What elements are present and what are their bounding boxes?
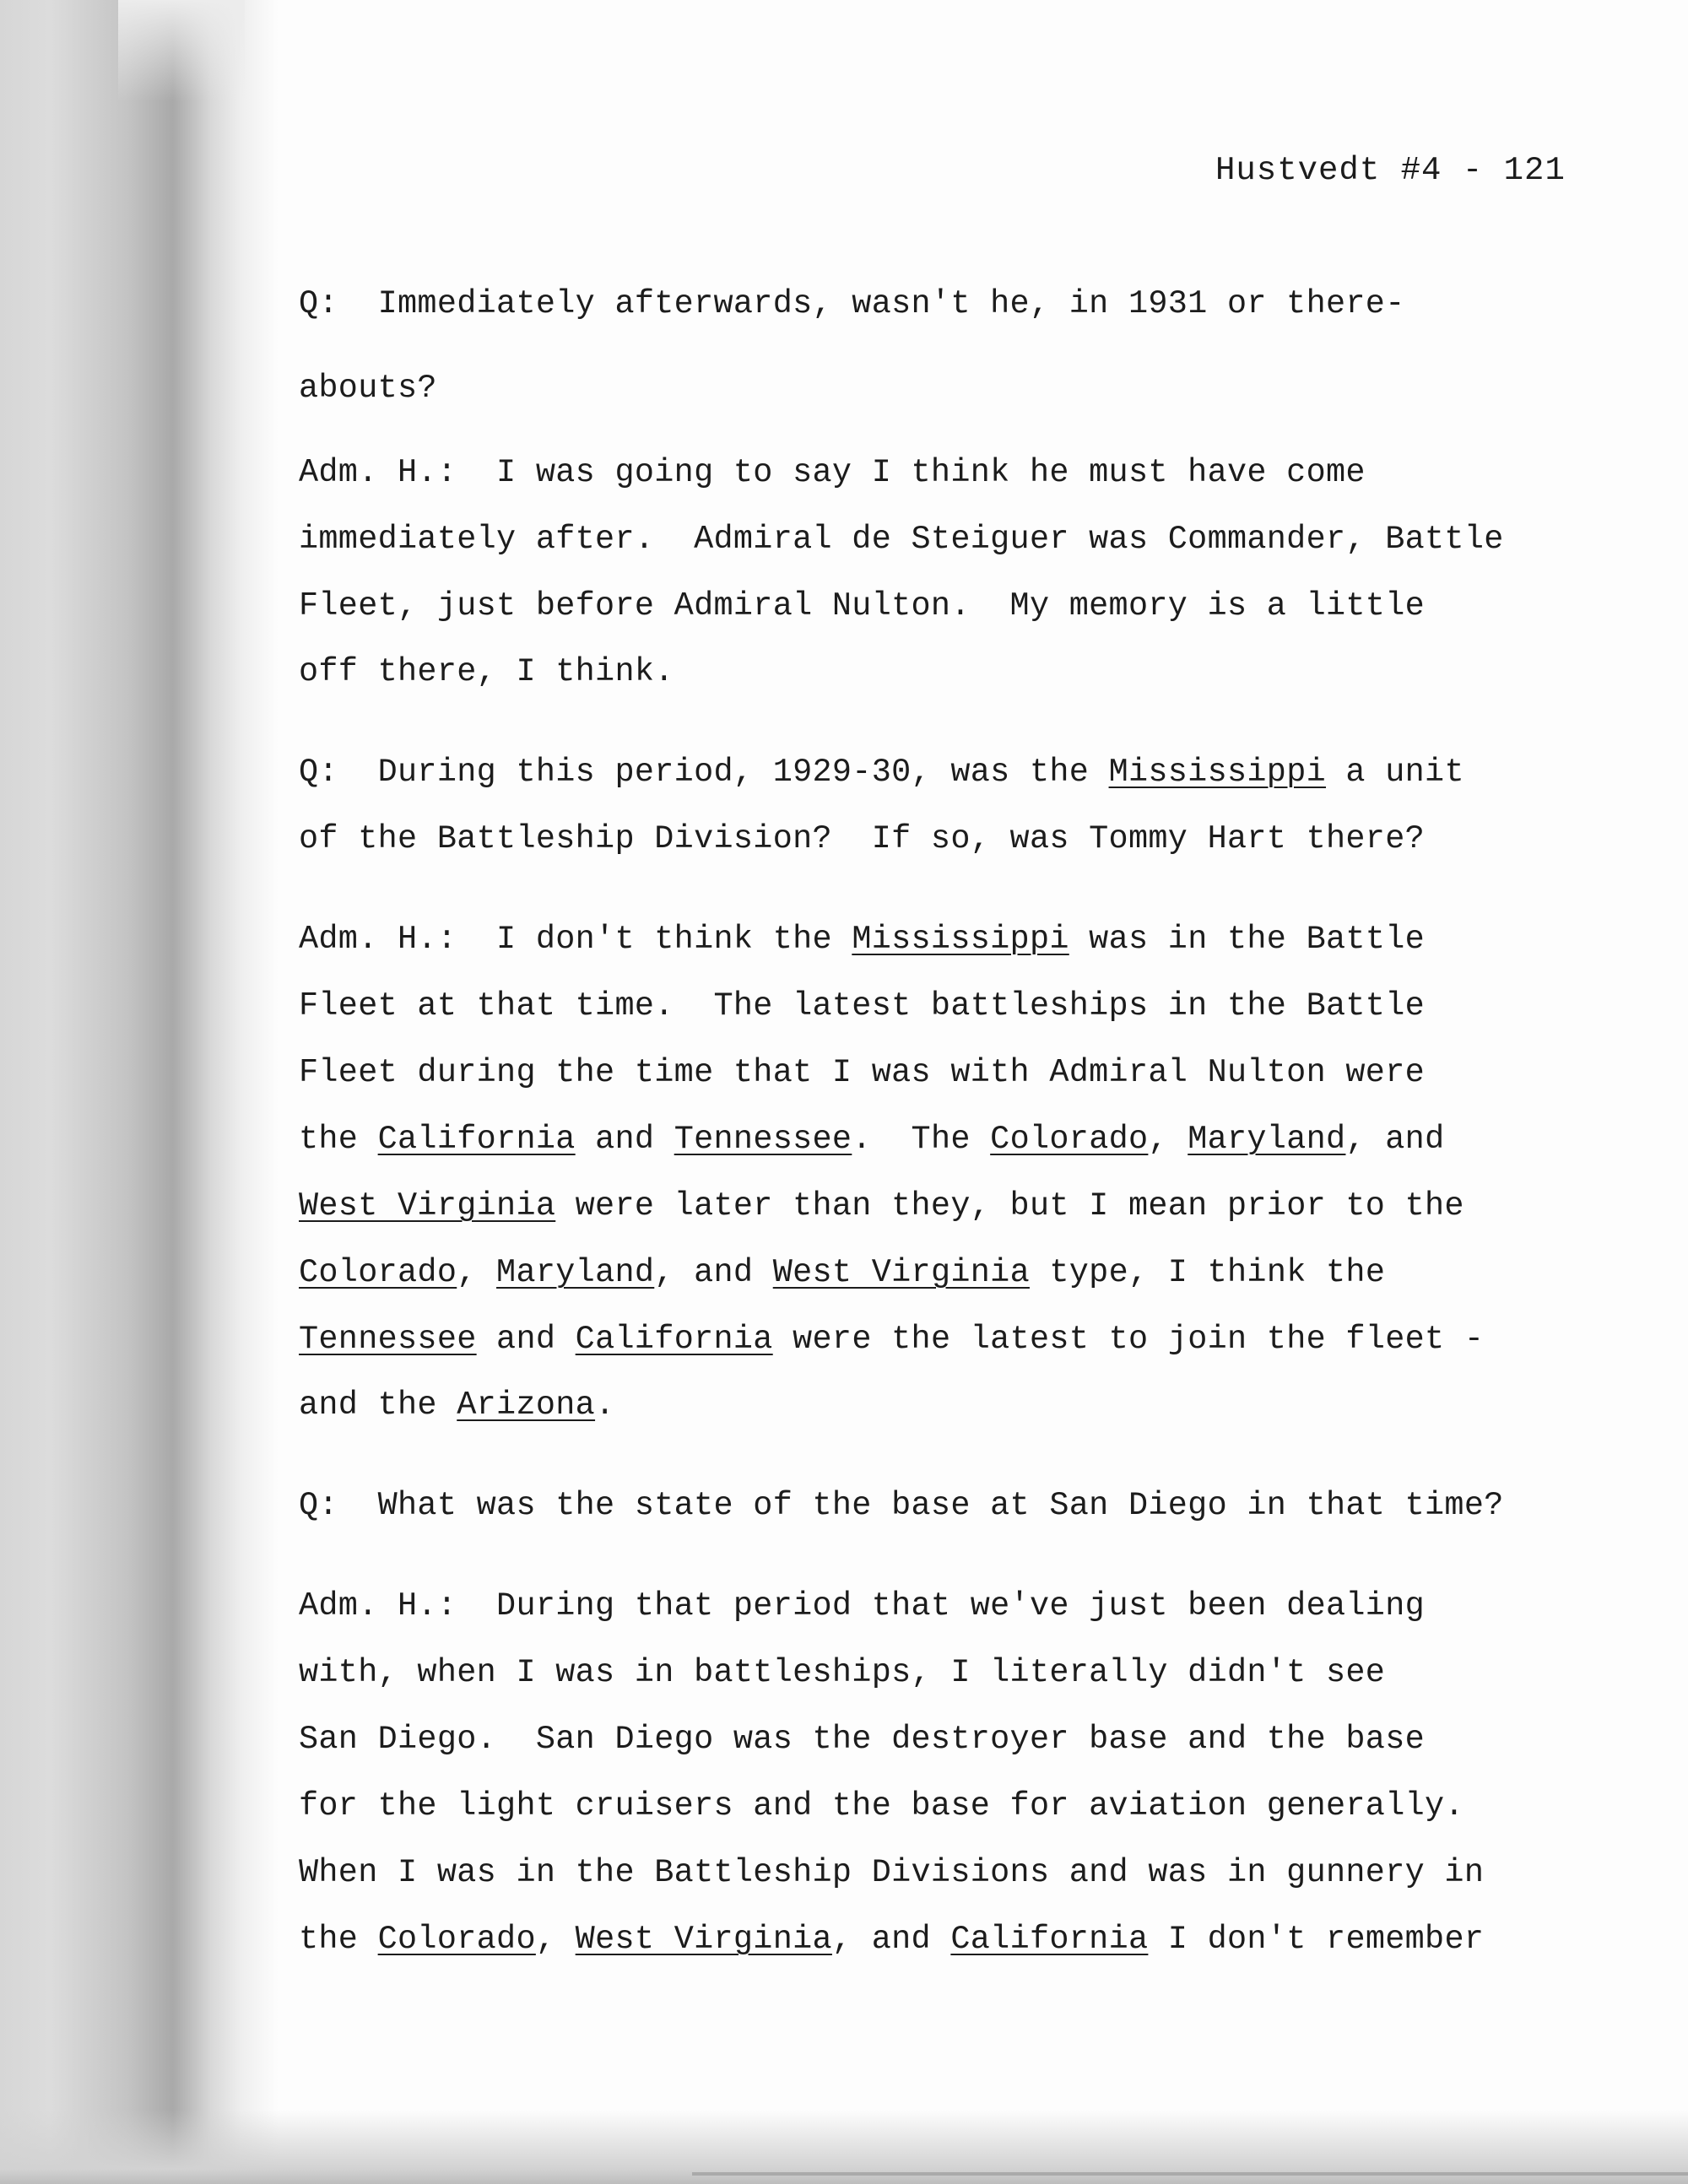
page-bottom-edge [692,2172,1688,2176]
text-line: of the Battleship Division? If so, was Tommy Hart there? [299,820,1426,857]
text-line: When I was in the Battleship Divisions and was in gunnery in [299,1854,1485,1891]
text-line: Q: Immediately afterwards, wasn't he, in 1931 or there- [299,285,1405,322]
binding-shadow-top [118,0,245,101]
text-line: West Virginia were later than they, but I mean prior to the [299,1187,1464,1224]
text-line: Fleet at that time. The latest battleships in the Battle [299,987,1426,1024]
text-line: abouts? [299,370,437,407]
text-line: Fleet, just before Admiral Nulton. My memory is a little [299,587,1426,624]
text-line: the California and Tennessee. The Colorado, Maryland, and [299,1121,1445,1158]
text-line: Colorado, Maryland, and West Virginia type, I think the [299,1254,1386,1291]
text-line: the Colorado, West Virginia, and California I don't remember [299,1921,1485,1958]
text-line: San Diego. San Diego was the destroyer base and the base [299,1721,1426,1758]
text-line: Tennessee and California were the latest to join the fleet - [299,1321,1485,1358]
text-line: and the Arizona. [299,1387,615,1424]
text-line: Fleet during the time that I was with Admiral Nulton were [299,1054,1426,1091]
text-line: Adm. H.: I was going to say I think he must have come [299,454,1366,491]
text-line: immediately after. Admiral de Steiguer was Commander, Battle [299,521,1504,558]
text-line: Adm. H.: I don't think the Mississippi was in the Battle [299,921,1426,958]
text-line: Adm. H.: During that period that we've just been dealing [299,1587,1426,1624]
text-line: for the light cruisers and the base for aviation generally. [299,1787,1464,1825]
text-line: Q: What was the state of the base at San Diego in that time? [299,1487,1504,1524]
text-line: Q: During this period, 1929-30, was the Mississippi a unit [299,754,1464,791]
text-line: off there, I think. [299,653,674,690]
page-header: Hustvedt #4 - 121 [1215,152,1566,189]
binding-shadow [0,0,279,2184]
text-line: with, when I was in battleships, I literally didn't see [299,1654,1386,1691]
